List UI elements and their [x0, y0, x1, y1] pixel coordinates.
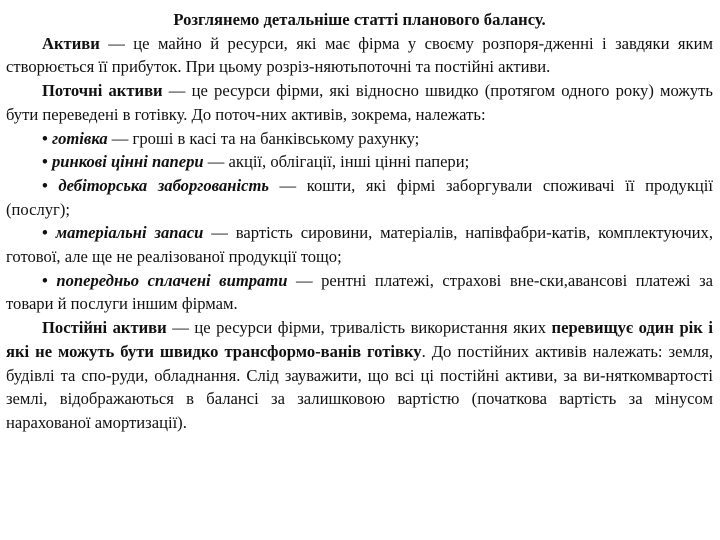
text-current-assets: — це ресурси фірми, які відносно швидко (протягом одного року) можуть бути переведені в готівку. До поточ-них активів, зокрема, належать: — [6, 81, 714, 124]
term-prepaid: попередньо сплачені витрати — [56, 270, 288, 290]
text-receivables: — кошти, які фірмі заборгували споживачі її продукції (послуг); — [6, 175, 713, 219]
bullet-mark: • — [42, 270, 48, 290]
text-securities: — акції, облігації, інші цінні папери; — [203, 152, 470, 172]
bullet-mark: • — [42, 128, 48, 148]
page-title: Розглянемо детальніше статті планового балансу. — [173, 10, 546, 29]
paragraph-assets — [6, 32, 713, 79]
text-inventory: — вартість сировини, матеріалів, напівфабри-катів, комплектуючих, готової, але ще не реалізованої продукції тощо; — [6, 223, 713, 267]
paragraph-fixed-assets — [6, 316, 713, 435]
term-fixed-assets: Постійні активи — [42, 318, 167, 338]
term-receivables: дебіторська заборгованість — [58, 175, 269, 195]
bullet-cash — [6, 127, 713, 151]
bullet-mark: • — [42, 175, 48, 195]
term-assets: Активи — [42, 33, 100, 53]
text-assets: — це майно й ресурси, які має фірма у своєму розпоря-дженні і завдяки яким створюється її прибуток. При цьому розріз-няютьпоточні та постійні активи. — [6, 33, 713, 77]
term-inventory: матеріальні запаси — [55, 223, 204, 243]
bullet-inventory — [6, 221, 713, 268]
term-cash: готівка — [51, 128, 108, 148]
paragraph-current-assets — [6, 79, 713, 126]
emphasis-fixed-assets: перевищує один рік і які не можуть бути швидко трансформо-ванів готівку — [6, 318, 714, 361]
bullet-mark: • — [42, 223, 48, 243]
text-cash: — гроші в касі та на банківському рахунку; — [107, 128, 420, 148]
text-prepaid: — рентні платежі, страхові вне-ски,авансові платежі за товари й послуги іншим фірмам. — [6, 270, 713, 314]
term-current-assets: Поточні активи — [42, 81, 163, 101]
bullet-securities — [6, 150, 713, 174]
bullet-receivables — [6, 174, 713, 221]
bullet-prepaid — [6, 269, 713, 316]
text-fixed-assets-2: . До постійних активів належать: земля, будівлі та спо-руди, обладнання. Слід зауважити, що всі ці постійні активи, за ви-няткомвартості землі, відображаються в балансі за залишковою вартістю (початкова вартість за мінусом нарахованої амортизації). — [6, 341, 714, 432]
bullet-mark: • — [42, 152, 48, 172]
term-securities: ринкові цінні папери — [51, 152, 204, 172]
text-fixed-assets-1: — це ресурси фірми, тривалість використання яких — [166, 318, 552, 338]
